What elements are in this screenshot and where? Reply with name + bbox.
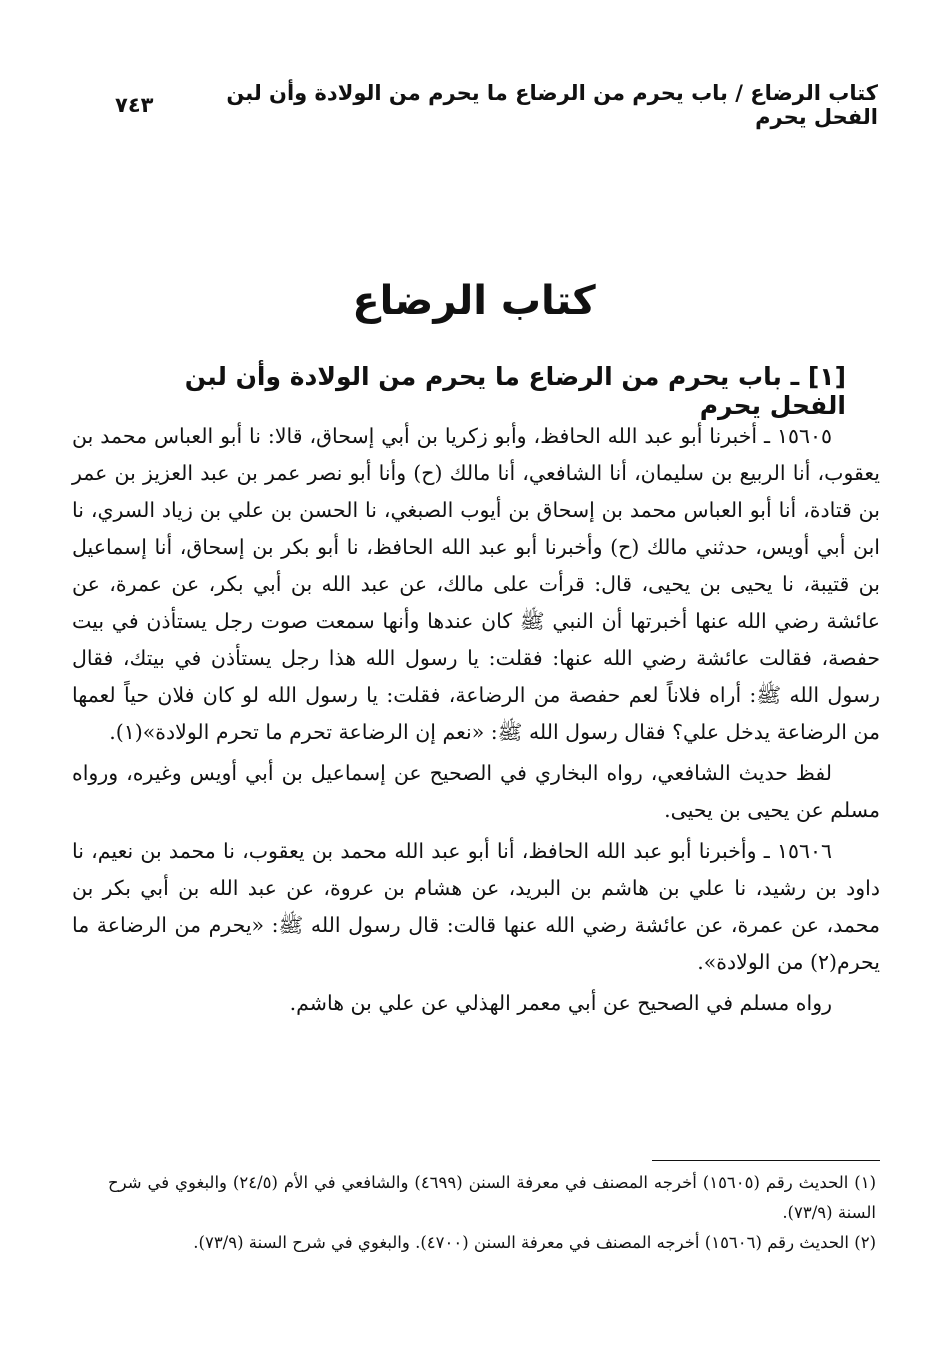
footnote-2: (٢) الحديث رقم (١٥٦٠٦) أخرجه المصنف في معرفة السنن (٤٧٠٠). والبغوي في شرح السنة (٧٣/٩).: [193, 1233, 876, 1252]
commentary-paragraph-2: رواه مسلم في الصحيح عن أبي معمر الهذلي عن علي بن هاشم.: [289, 991, 832, 1015]
footnotes: [108, 1168, 876, 1258]
hadith-15605: ١٥٦٠٥ ـ أخبرنا أبو عبد الله الحافظ، وأبو زكريا بن أبي إسحاق، قالا: نا أبو العباس محمد بن يعقوب، أنا الربيع بن سليمان، أنا الشافعي، أنا مالك (ح) وأنا أبو نصر عمر بن عبد العزيز بن عمر بن قتادة، أنا أبو العباس محمد بن إسحاق بن أيوب الصبغي، نا الحسن بن علي بن زياد السري، نا ابن أبي أويس، حدثني مالك (ح) وأخبرنا أبو عبد الله الحافظ، نا أبو بكر بن إسحاق، أنا إسماعيل بن قتيبة، نا يحيى بن يحيى، قال: قرأت على مالك، عن عبد الله بن أبي بكر، عن عمرة، عن عائشة رضي الله عنها أخبرتها أن النبي ﷺ كان عندها وأنها سمعت صوت رجل يستأذن في بيت حفصة، فقالت عائشة رضي الله عنها: فقلت: يا رسول الله هذا رجل يستأذن في بيتك، فقال رسول الله ﷺ: أراه فلاناً لعم حفصة من الرضاعة، فقلت: يا رسول الله لو كان فلان حياً لعمها من الرضاعة يدخل علي؟ فقال رسول الله ﷺ: «نعم إن الرضاعة تحرم ما تحرم الولادة»(١).: [72, 424, 880, 744]
page-number: ٧٤٣: [115, 93, 154, 117]
hadith-15606: ١٥٦٠٦ ـ وأخبرنا أبو عبد الله الحافظ، أنا أبو عبد الله محمد بن يعقوب، نا محمد بن نعيم، نا داود بن رشيد، نا علي بن هاشم بن البريد، عن هشام بن عروة، عن عبد الله بن أبي بكر بن محمد، عن عمرة، عن عائشة رضي الله عنها قالت: قال رسول الله ﷺ: «يحرم من الرضاعة ما يحرم(٢) من الولادة».: [72, 839, 880, 974]
footnote-separator: [652, 1160, 880, 1161]
footnote-1: (١) الحديث رقم (١٥٦٠٥) أخرجه المصنف في معرفة السنن (٤٦٩٩) والشافعي في الأم (٢٤/٥) والبغوي في شرح السنة (٧٣/٩).: [108, 1173, 876, 1222]
book-title: كتاب الرضاع: [352, 278, 596, 324]
running-title: كتاب الرضاع / باب يحرم من الرضاع ما يحرم من الولادة وأن لبن الفحل يحرم: [226, 81, 878, 129]
main-text: [72, 418, 880, 1022]
commentary-paragraph: لفظ حديث الشافعي، رواه البخاري في الصحيح عن إسماعيل بن أبي أويس وغيره، ورواه مسلم عن يحيى بن يحيى.: [72, 761, 880, 822]
chapter-title: [١] ـ باب يحرم من الرضاع ما يحرم من الولادة وأن لبن الفحل يحرم: [184, 362, 846, 420]
running-header: [115, 81, 878, 129]
